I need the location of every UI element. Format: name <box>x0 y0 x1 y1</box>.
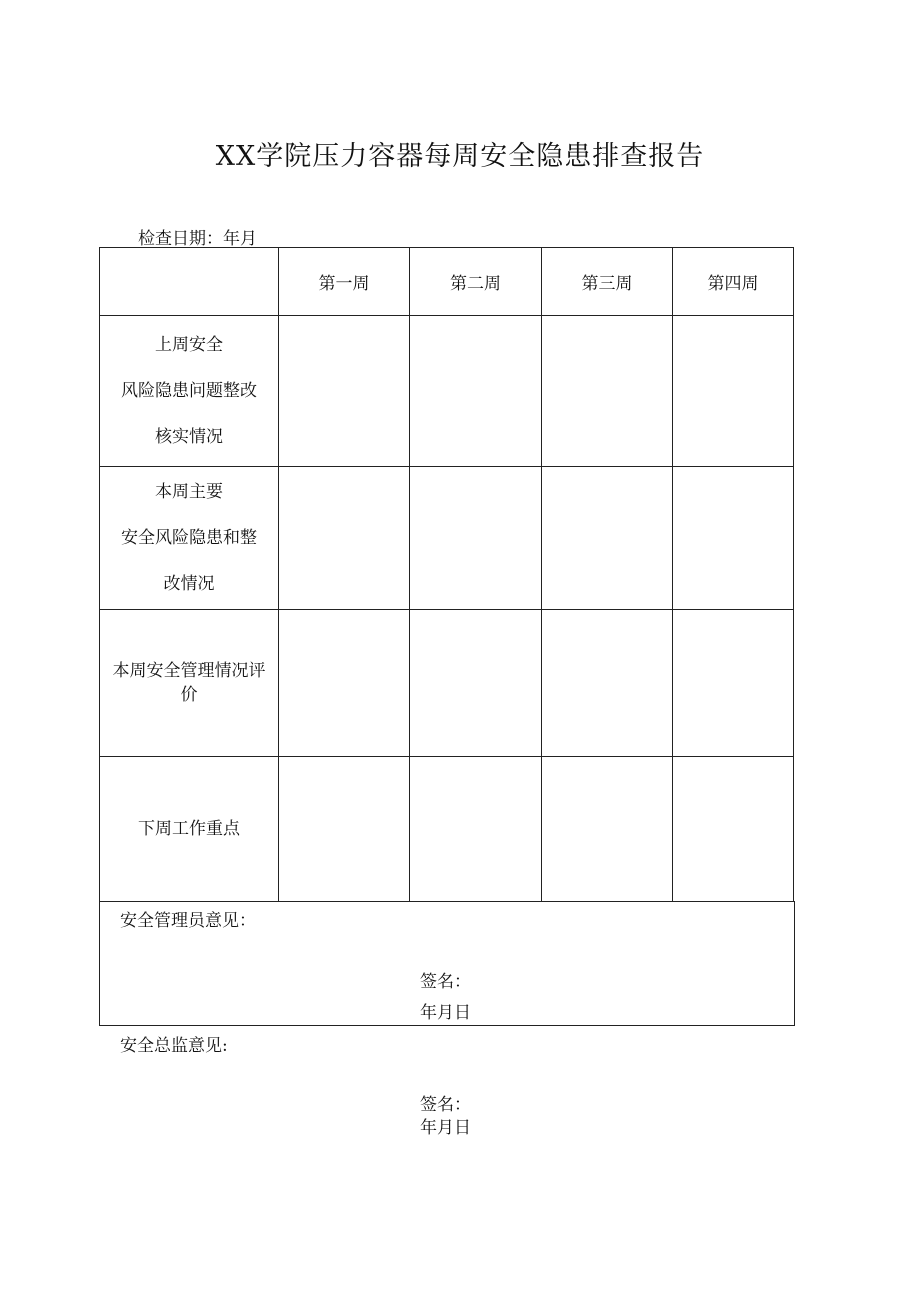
row-label-line: 风险隐患问题整改 <box>121 381 257 401</box>
entry-cell[interactable] <box>410 757 542 902</box>
table-row <box>100 467 794 610</box>
entry-cell[interactable] <box>410 316 542 467</box>
table-row <box>100 610 794 757</box>
entry-cell[interactable] <box>279 316 410 467</box>
week-header-4: 第四周 <box>673 248 794 316</box>
week-header-2: 第二周 <box>410 248 542 316</box>
inspection-date-label: 检查日期：年月 <box>138 229 257 249</box>
header-corner-cell <box>100 248 279 316</box>
week-header-1: 第一周 <box>279 248 410 316</box>
entry-cell[interactable] <box>279 467 410 610</box>
row-label-line: 安全风险隐患和整 <box>121 528 257 548</box>
entry-cell[interactable] <box>542 316 673 467</box>
entry-cell[interactable] <box>673 757 794 902</box>
entry-cell[interactable] <box>542 610 673 757</box>
entry-cell[interactable] <box>542 757 673 902</box>
row-label-management-evaluation <box>100 610 279 757</box>
entry-cell[interactable] <box>673 467 794 610</box>
safety-director-date-label: 年月日 <box>420 1118 471 1138</box>
entry-cell[interactable] <box>542 467 673 610</box>
row-label-line: 本周安全管理情况评 <box>112 661 266 681</box>
safety-manager-signature-label: 签名： <box>420 972 471 992</box>
safety-manager-opinion-label: 安全管理员意见： <box>120 911 256 931</box>
row-label-line: 本周主要 <box>155 482 223 502</box>
table-header-row <box>100 248 794 316</box>
entry-cell[interactable] <box>410 467 542 610</box>
entry-cell[interactable] <box>673 610 794 757</box>
table-row <box>100 316 794 467</box>
table-row <box>100 757 794 902</box>
row-label-line: 改情况 <box>163 574 215 594</box>
entry-cell[interactable] <box>279 610 410 757</box>
entry-cell[interactable] <box>279 757 410 902</box>
page-title: XX学院压力容器每周安全隐患排查报告 <box>215 141 705 172</box>
entry-cell[interactable] <box>673 316 794 467</box>
inspection-table <box>99 247 794 902</box>
safety-director-opinion-label: 安全总监意见: <box>120 1036 228 1056</box>
row-label-next-week-focus <box>100 757 279 902</box>
row-label-line: 下周工作重点 <box>138 819 240 839</box>
row-label-line: 价 <box>180 685 198 705</box>
week-header-3: 第三周 <box>542 248 673 316</box>
row-label-last-week-rectification <box>100 316 279 467</box>
safety-manager-opinion-box[interactable] <box>99 901 795 1026</box>
row-label-line: 上周安全 <box>155 335 223 355</box>
safety-director-signature-label: 签名： <box>420 1095 471 1115</box>
row-label-line: 核实情况 <box>155 427 223 447</box>
safety-manager-date-label: 年月日 <box>420 1003 471 1023</box>
entry-cell[interactable] <box>410 610 542 757</box>
row-label-this-week-risks <box>100 467 279 610</box>
